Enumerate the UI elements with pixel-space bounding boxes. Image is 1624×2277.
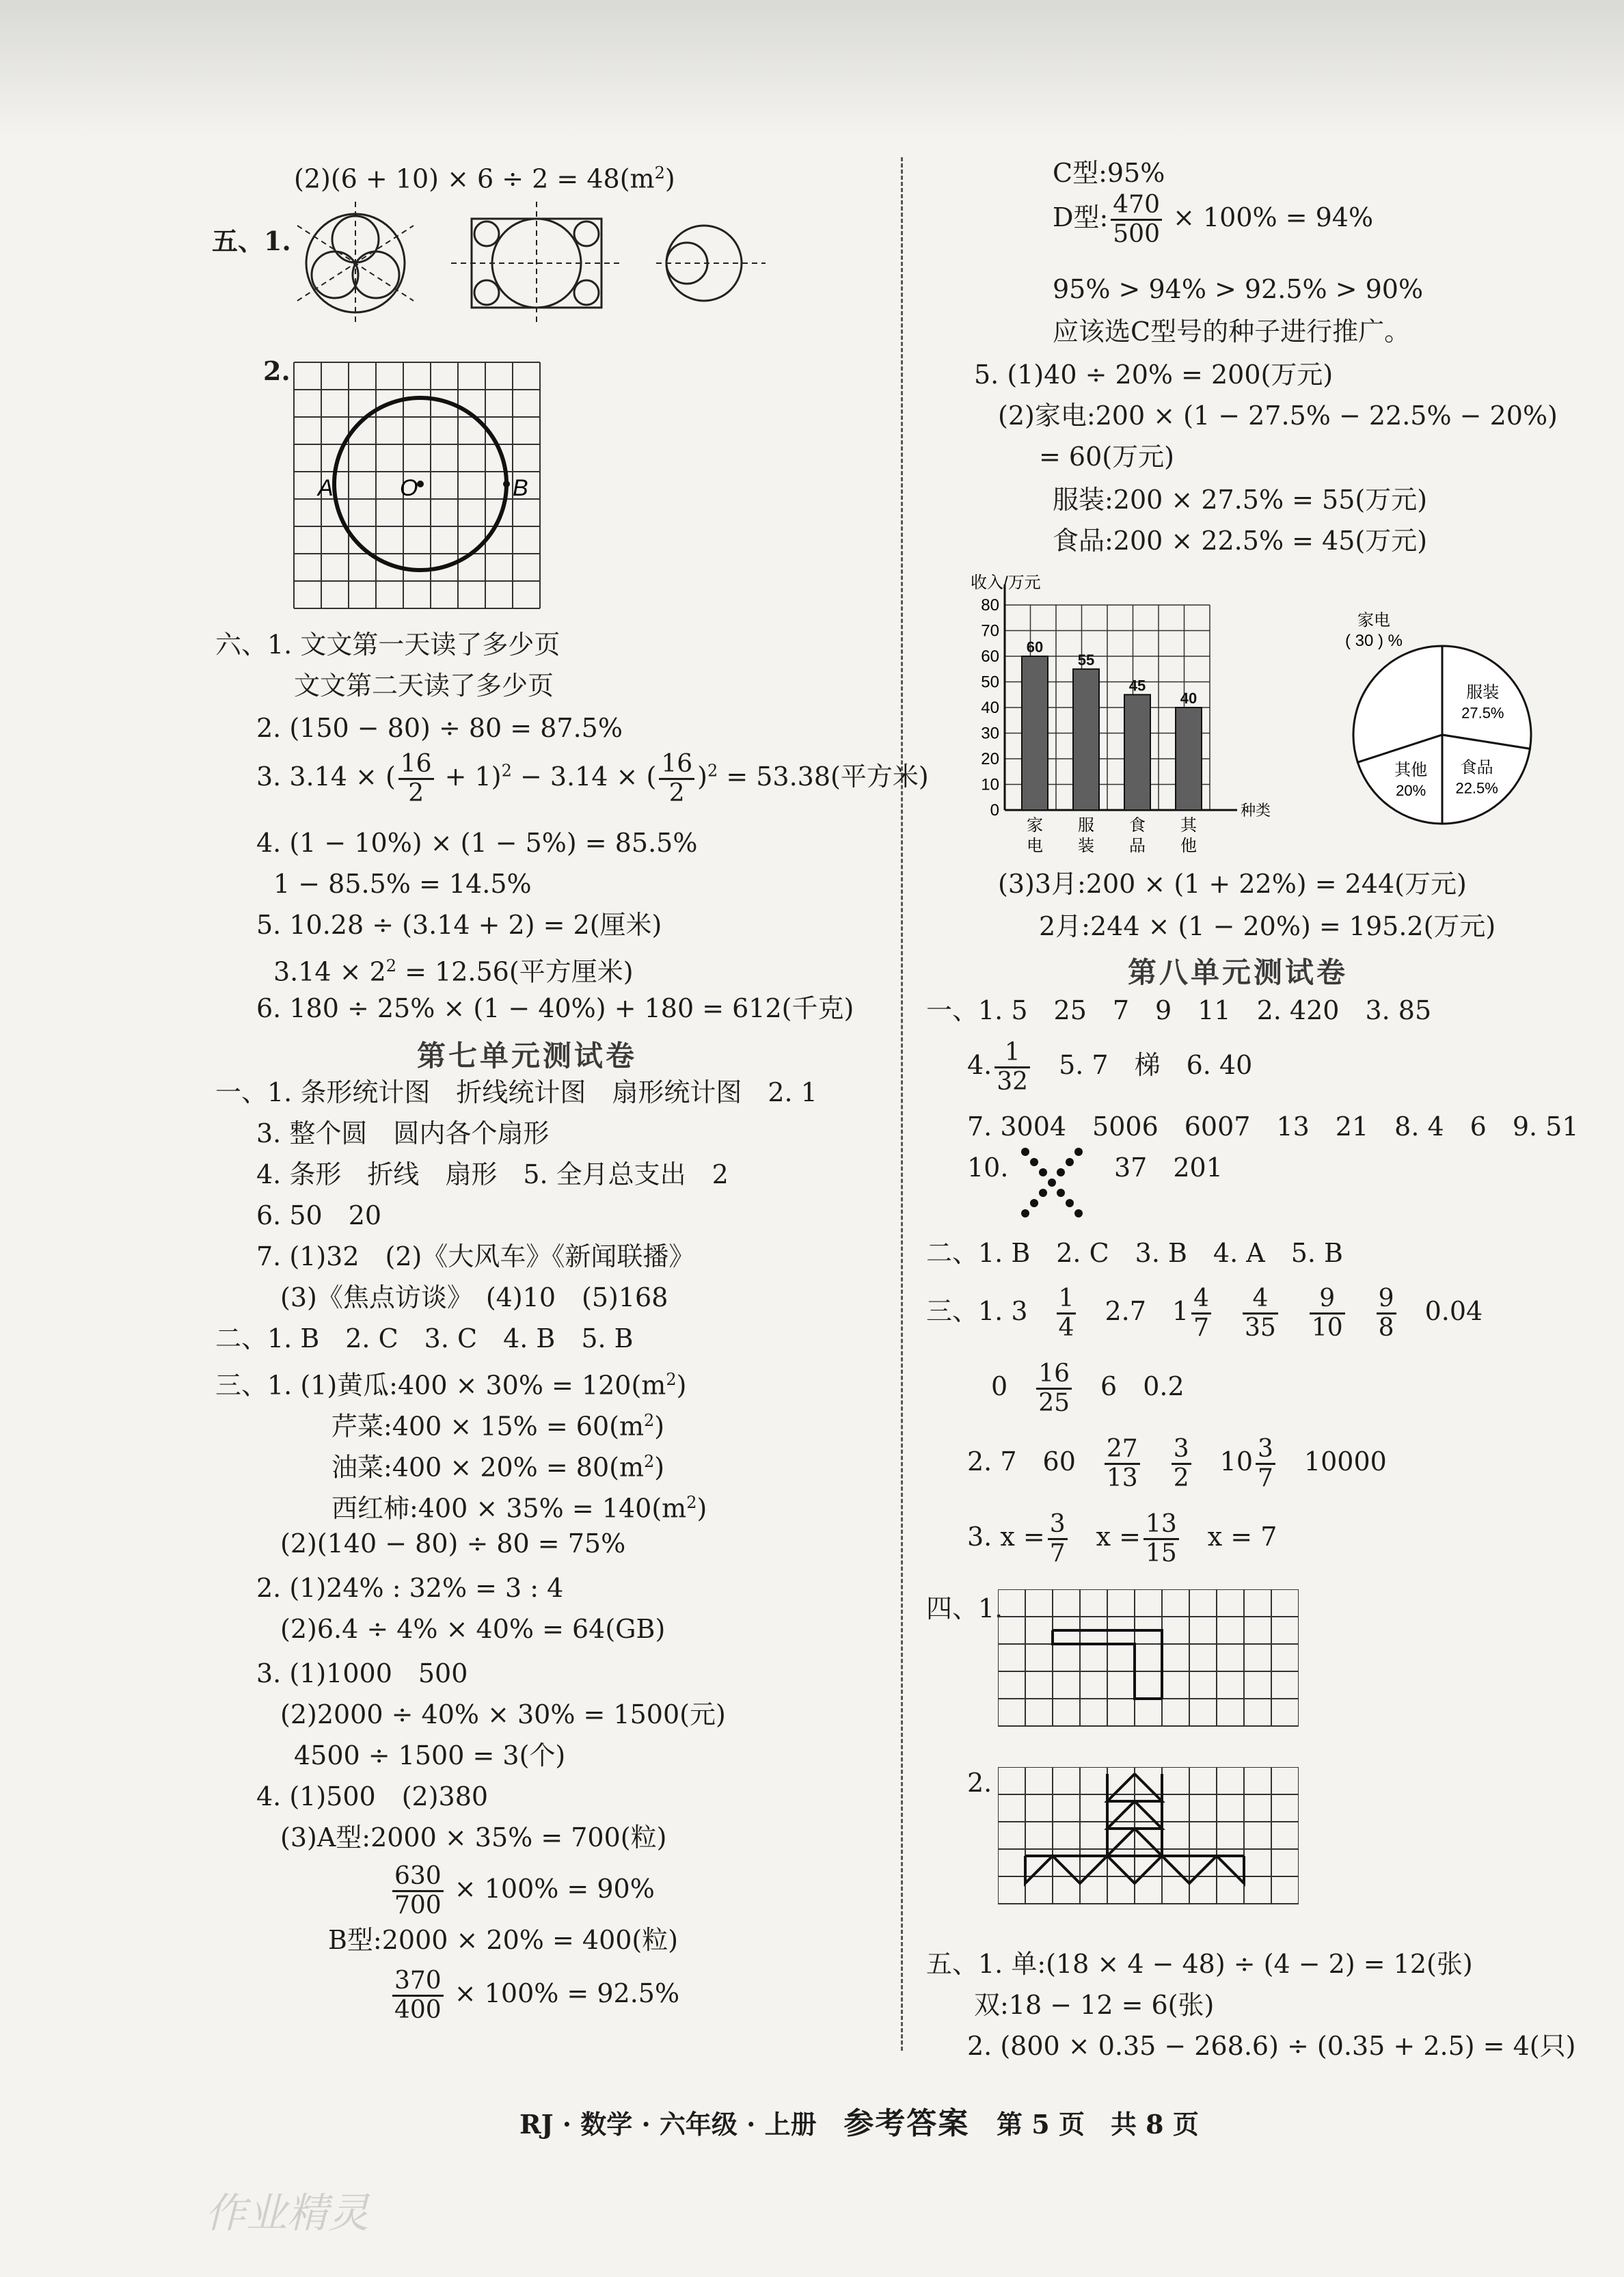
pattern-dot xyxy=(1048,1178,1056,1187)
answer-line: 4. (1 − 10%) × (1 − 5%) = 85.5% xyxy=(256,828,698,858)
dot-cross-pattern xyxy=(1018,1145,1087,1220)
answer-line: 4. $\frac{1}{32}$ 5. 7 梯 6. 40 xyxy=(967,1038,1253,1096)
slice-value: 27.5% xyxy=(1461,704,1504,722)
answer-line: 二、1. B 2. C 3. B 4. A 5. B xyxy=(926,1238,1343,1268)
answer-line: (3)《焦点访谈》 (4)10 (5)168 xyxy=(280,1282,668,1312)
data-label: 60 xyxy=(1026,638,1044,656)
answer-line: 37 201 xyxy=(1114,1153,1223,1183)
answer-line: 应该选C型号的种子进行推广。 xyxy=(1053,316,1411,347)
y-axis-label: 收入/万元 xyxy=(971,574,1041,592)
answer-line: 3. (1)1000 500 xyxy=(256,1658,468,1688)
pattern-dot xyxy=(1021,1209,1029,1217)
answer-line: (3)3月:200 × (1 + 22%) = 244(万元) xyxy=(998,869,1467,899)
answer-line: 一、1. 5 25 7 9 11 2. 420 3. 85 xyxy=(926,995,1432,1025)
answer-line: 7. (1)32 (2)《大风车》《新闻联播》 xyxy=(256,1241,695,1271)
pattern-dot xyxy=(1039,1189,1047,1197)
answer-line: 1 − 85.5% = 14.5% xyxy=(273,869,532,899)
answer-line: 食品:200 × 22.5% = 45(万元) xyxy=(1053,526,1428,556)
bar-食品 xyxy=(1124,695,1150,810)
answer-line: 2. (150 − 80) ÷ 80 = 87.5% xyxy=(256,713,623,743)
figure-rectangle xyxy=(451,202,622,325)
unit-7-heading: 第七单元测试卷 xyxy=(417,1039,638,1073)
answer-line: 六、1. 文文第一天读了多少页 xyxy=(215,630,560,660)
answer-line: 服装:200 × 27.5% = 55(万元) xyxy=(1053,485,1428,515)
answer-line: 2月:244 × (1 − 20%) = 195.2(万元) xyxy=(1039,911,1496,941)
page-number: 第 5 页 共 8 页 xyxy=(997,2109,1199,2140)
answer-line: 4500 ÷ 1500 = 3(个) xyxy=(294,1740,566,1770)
y-tick-label: 60 xyxy=(981,647,999,666)
answer-line: 一、1. 条形统计图 折线统计图 扇形统计图 2. 1 xyxy=(215,1077,817,1107)
answer-line: C型:95% xyxy=(1053,158,1165,188)
answer-line: 五、1. 单:(18 × 4 − 48) ÷ (4 − 2) = 12(张) xyxy=(926,1949,1473,1979)
circle-grid-figure xyxy=(290,359,557,612)
y-tick-label: 70 xyxy=(981,621,999,641)
answer-line: 文文第二天读了多少页 xyxy=(294,671,554,701)
answer-line: 3. x = $\frac{3}{7}$ x = $\frac{13}{15}$ x = 7 xyxy=(967,1510,1277,1567)
answer-line: B型:2000 × 20% = 400(粒) xyxy=(328,1925,679,1955)
bar-家电 xyxy=(1022,656,1048,810)
x-tick-label: 食 xyxy=(1129,816,1146,835)
symmetry-figures xyxy=(294,198,772,328)
pattern-dot xyxy=(1066,1199,1074,1207)
x-tick-label: 服 xyxy=(1078,816,1094,835)
slice-value: ( 30 ) % xyxy=(1344,632,1403,650)
answer-line: (2)家电:200 × (1 − 27.5% − 22.5% − 20%) xyxy=(998,401,1558,431)
answer-line: 芹菜:400 × $15\% = 60(m^2)$ xyxy=(331,1411,665,1442)
answer-line: 4. 条形 折线 扇形 5. 全月总支出 2 xyxy=(256,1159,729,1189)
answer-line: 3. 整个圆 圆内各个扇形 xyxy=(256,1118,550,1148)
point-a-label: A xyxy=(318,475,334,501)
pattern-dot xyxy=(1030,1199,1038,1207)
point-b-label: B xyxy=(513,475,528,501)
answer-line: 三、1. (1)黄瓜:400 × $30\% = 120(m^2)$ xyxy=(215,1370,687,1401)
pie-chart xyxy=(1333,602,1538,827)
answer-line: 西红柿:400 × $35\% = 140(m^2)$ xyxy=(331,1493,707,1524)
pattern-dot xyxy=(1074,1148,1083,1156)
x-tick-label: 其 xyxy=(1180,816,1197,835)
x-tick-label: 家 xyxy=(1027,816,1043,835)
question-number: 2. xyxy=(967,1768,992,1798)
answer-line: $3.14 \times 2^2 = 12.56$(平方厘米) xyxy=(273,956,634,987)
answer-line: (2)(140 − 80) ÷ 80 = 75% xyxy=(280,1528,626,1559)
answer-line: 5. (1)40 ÷ 20% = 200(万元) xyxy=(974,360,1334,390)
question-number: 四、1. xyxy=(926,1593,1003,1623)
answer-line: (2)6.4 ÷ 4% × 40% = 64(GB) xyxy=(280,1614,666,1644)
pattern-dot xyxy=(1057,1189,1065,1197)
y-tick-label: 80 xyxy=(981,596,999,615)
grid-figure-1 xyxy=(998,1589,1299,1733)
answer-line: 二、1. B 2. C 3. C 4. B 5. B xyxy=(215,1323,634,1353)
answer-line: 3. 3.14 × ( $\frac{16}{2}$ + 1)$^2$ − 3.14 × ( $\frac{16}{2}$ )$^2$ = 53.38(平方米) xyxy=(256,750,929,807)
question-number: 2. xyxy=(263,355,290,386)
answer-line: 4. (1)500 (2)380 xyxy=(256,1781,489,1811)
scan-shadow xyxy=(0,0,1624,137)
x-tick-label: 电 xyxy=(1027,837,1043,855)
answer-line: 0 $\frac{16}{25}$ 6 0.2 xyxy=(991,1360,1185,1417)
grid-figure-2 xyxy=(998,1767,1299,1911)
answer-line: 5. 10.28 ÷ (3.14 + 2) = 2(厘米) xyxy=(256,910,662,940)
y-tick-label: 10 xyxy=(981,775,999,794)
x-tick-label: 品 xyxy=(1129,837,1146,855)
slice-label: 家电 xyxy=(1357,611,1390,630)
answer-line: 双:18 − 12 = 6(张) xyxy=(974,1990,1215,2020)
y-tick-label: 0 xyxy=(990,801,999,820)
watermark: 作业精灵 xyxy=(205,2190,369,2237)
bar-chart xyxy=(964,567,1319,861)
point-o-label: O xyxy=(400,475,418,501)
unit-8-heading: 第八单元测试卷 xyxy=(1128,956,1349,989)
y-tick-label: 20 xyxy=(981,750,999,768)
answer-line: 10. xyxy=(967,1153,1009,1183)
answer-line: $\frac{630}{700}$ × 100% = 90% xyxy=(390,1863,655,1919)
page-footer xyxy=(519,2099,1199,2142)
bar-其他 xyxy=(1176,708,1202,810)
answer-line: (2)2000 ÷ 40% × 30% = 1500(元) xyxy=(280,1699,726,1729)
x-tick-label: 他 xyxy=(1180,837,1197,855)
answer-line: D型: $\frac{470}{500}$ × 100% = 94% xyxy=(1053,191,1374,248)
answer-line: 2. (800 × 0.35 − 268.6) ÷ (0.35 + 2.5) = 4(只) xyxy=(967,2031,1576,2061)
answer-key-logo: 参考答案 xyxy=(843,2106,970,2141)
answer-line: 7. 3004 5006 6007 13 21 8. 4 6 9. 51 xyxy=(967,1111,1579,1142)
y-tick-label: 50 xyxy=(981,673,999,692)
y-tick-label: 40 xyxy=(981,699,999,717)
y-tick-label: 30 xyxy=(981,724,999,743)
slice-label: 食品 xyxy=(1460,758,1493,777)
bar-服装 xyxy=(1073,669,1099,810)
answer-line: 6. 180 ÷ 25% × (1 − 40%) + 180 = 612(千克) xyxy=(256,993,854,1023)
figure-circle-three xyxy=(297,202,414,325)
pattern-dot xyxy=(1057,1168,1065,1176)
data-label: 55 xyxy=(1077,651,1095,669)
answer-line: $\frac{370}{400}$ × 100% = 92.5% xyxy=(390,1967,679,2024)
pattern-dot xyxy=(1039,1168,1047,1176)
answer-line: 2. (1)24% : 32% = 3 : 4 xyxy=(256,1573,564,1603)
x-tick-label: 装 xyxy=(1078,837,1094,855)
data-label: 40 xyxy=(1180,690,1197,707)
answer-line: 三、1. 3 $\frac{1}{4}$ 2.7 1 $\frac{4}{7}$ $\frac{4}{35}$ $\frac{9}{10}$ $\frac{9}{8}$ 0.04 xyxy=(926,1284,1483,1342)
answer-line: 6. 50 20 xyxy=(256,1200,382,1230)
answer-line: $(2)(6 + 10) \times 6 \div 2 = 48(m^2)$ xyxy=(294,163,675,194)
answer-line: = 60(万元) xyxy=(1039,442,1174,472)
pattern-dot xyxy=(1030,1158,1038,1166)
pattern-dot xyxy=(1074,1209,1083,1217)
x-axis-label: 种类 xyxy=(1241,802,1271,819)
footer-book-info: RJ · 数学 · 六年级 · 上册 xyxy=(519,2109,817,2140)
pattern-dot xyxy=(1066,1158,1074,1166)
answer-line: 油菜:400 × $20\% = 80(m^2)$ xyxy=(331,1452,665,1483)
data-label: 45 xyxy=(1128,677,1146,695)
slice-label: 服装 xyxy=(1466,683,1500,702)
answer-line: 2. 7 60 $\frac{27}{13}$ $\frac{3}{2}$ 10 $\frac{3}{7}$ 10000 xyxy=(967,1435,1387,1492)
slice-value: 20% xyxy=(1396,782,1426,800)
slice-value: 22.5% xyxy=(1455,779,1498,797)
answer-line: 95% > 94% > 92.5% > 90% xyxy=(1053,274,1424,304)
answer-line: (3)A型:2000 × 35% = 700(粒) xyxy=(280,1822,667,1852)
section-label: 五、1. xyxy=(212,226,291,256)
figure-nested-circles xyxy=(656,226,766,301)
slice-label: 其他 xyxy=(1394,761,1428,780)
column-divider xyxy=(901,157,903,2051)
pattern-dot xyxy=(1021,1148,1029,1156)
